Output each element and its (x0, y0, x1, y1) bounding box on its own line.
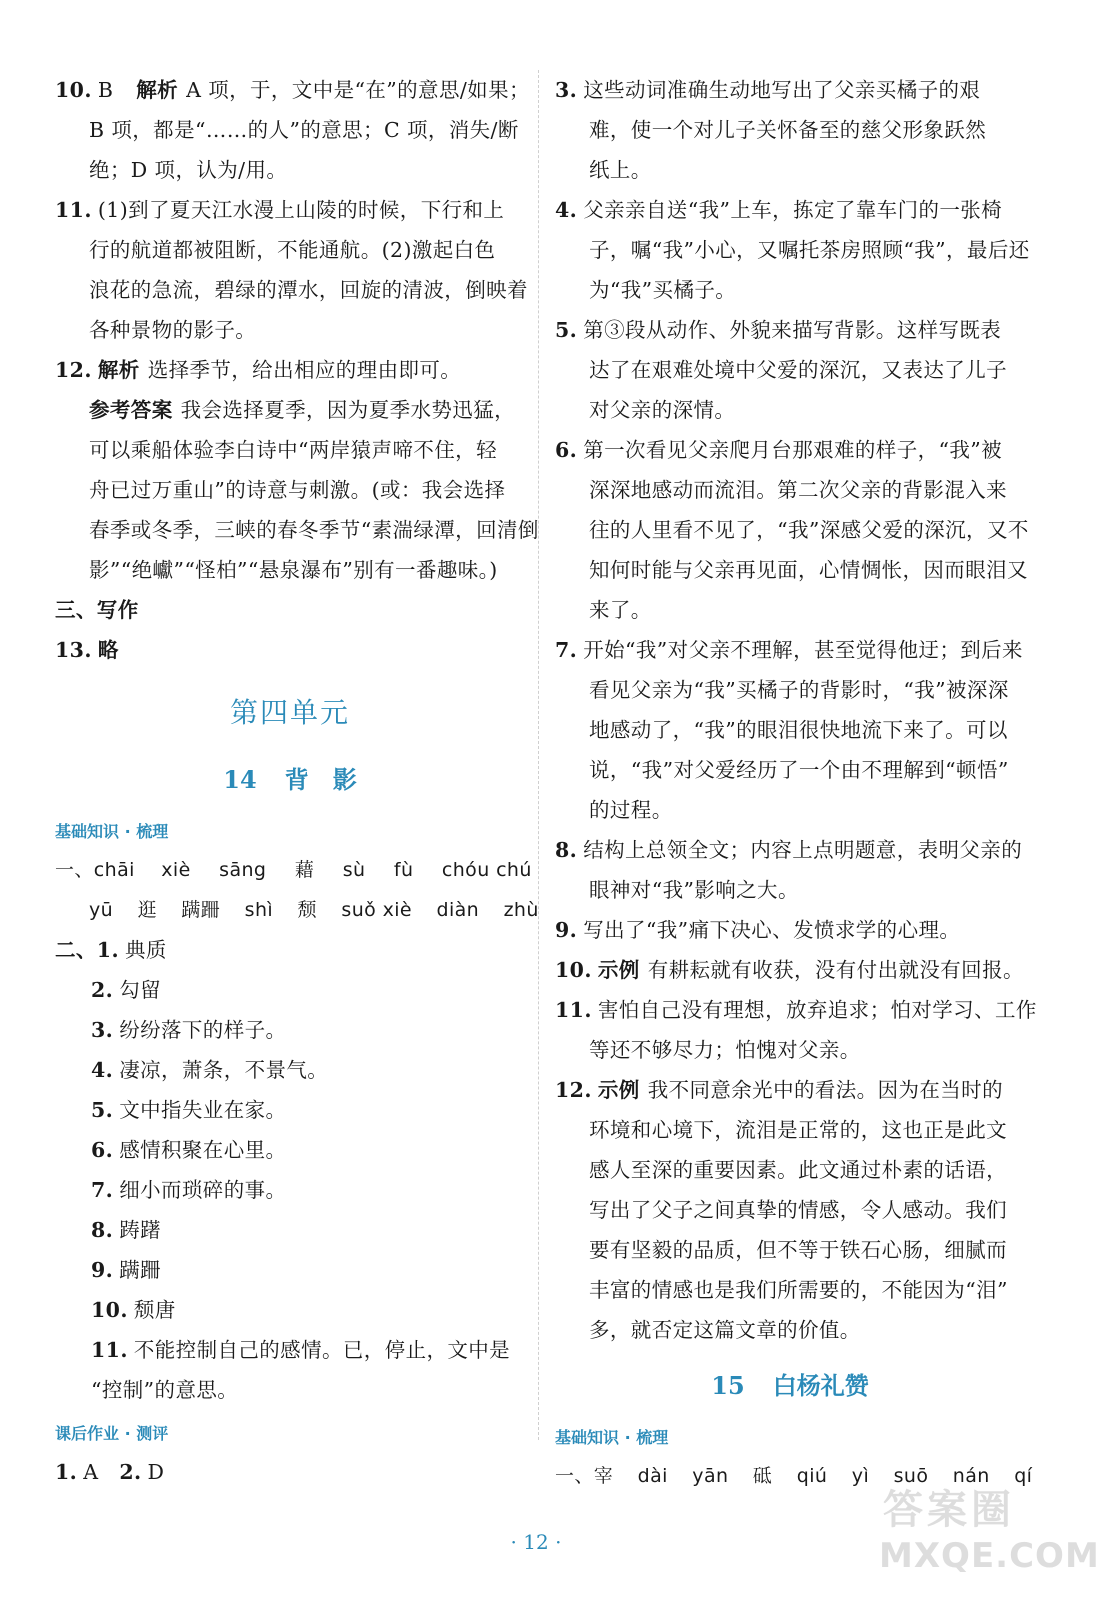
section2-item-9: 9. 蹒跚 (91, 1258, 162, 1282)
q11-line2: 行的航道都被阻断，不能通航。(2)激起白色 (89, 238, 496, 262)
right-column (555, 70, 1037, 1496)
q12-ref-line3: 舟已过万重山”的诗意与刺激。(或：我会选择 (89, 478, 506, 502)
section2-item-6: 6. 感情积聚在心里。 (91, 1138, 287, 1162)
section2-item-10: 10. 颓唐 (91, 1298, 176, 1322)
r-item-3-line1: 3. 这些动词准确生动地写出了父亲买橘子的艰 (555, 78, 981, 102)
r-item-11-line1: 11. 害怕自己没有理想，放弃追求；怕对学习、工作 (555, 998, 1037, 1022)
q11-line1: 11. (1)到了夏天江水漫上山陵的时候，下行和上 (55, 198, 505, 222)
r-item-12-line2: 环境和心境下，流泪是正常的，这也正是此文 (589, 1118, 1007, 1142)
r-item-3-line3: 纸上。 (589, 158, 652, 182)
basic-knowledge-tag-2: 基础知识 · 梳理 (555, 1428, 669, 1447)
left-column (55, 70, 539, 1492)
r-item-7-line5: 的过程。 (589, 798, 673, 822)
basic-knowledge-tag: 基础知识 · 梳理 (55, 822, 169, 841)
r-item-8-line1: 8. 结构上总领全文；内容上点明题意，表明父亲的 (555, 838, 1023, 862)
r-item-7-line1: 7. 开始“我”对父亲不理解，甚至觉得他迂；到后来 (555, 638, 1023, 662)
q13-line: 13. 略 (55, 638, 119, 662)
r-item-5-line1: 5. 第③段从动作、外貌来描写背影。这样写既表 (555, 318, 1002, 342)
r-item-12-line7: 多，就否定这篇文章的价值。 (589, 1318, 861, 1342)
section2-item-7: 7. 细小而琐碎的事。 (91, 1178, 287, 1202)
r-item-10-line1: 10. 示例 有耕耘就有收获，没有付出就没有回报。 (555, 958, 1024, 982)
section2-item-11: 11. 不能控制自己的感情。已，停止，文中是 (91, 1338, 511, 1362)
watermark-logo: 答案圈 MXQE.COM (879, 1487, 1100, 1576)
r-item-9-line1: 9. 写出了“我”痛下决心、发愤求学的心理。 (555, 918, 961, 942)
r-item-4-line3: 为“我”买橘子。 (589, 278, 737, 302)
r-item-12-line5: 要有坚毅的品质，但不等于铁石心肠，细腻而 (589, 1238, 1007, 1262)
q12-ref-line4: 春季或冬季，三峡的春冬季节“素湍绿潭，回清倒 (89, 518, 539, 542)
r-item-7-line4: 说，“我”对父爱经历了一个由不理解到“顿悟” (589, 758, 1009, 782)
pinyin-row-3: 一、宰 dài yān 砥 qiú yì suō nán qí (555, 1465, 1033, 1487)
analysis-label: 解析 (136, 78, 179, 102)
r-item-12-line4: 写出了父子之间真挚的情感，令人感动。我们 (589, 1198, 1007, 1222)
r-item-11-line2: 等还不够尽力；怕愧对父亲。 (589, 1038, 861, 1062)
r-item-6-line2: 深深地感动而流泪。第二次父亲的背影混入来 (589, 478, 1007, 502)
r-item-12-line1: 12. 示例 我不同意余光中的看法。因为在当时的 (555, 1078, 1003, 1102)
q12-ref-line2: 可以乘船体验李白诗中“两岸猿声啼不住，轻 (89, 438, 497, 462)
page-number: · 12 · (510, 1530, 562, 1554)
q12-line1: 12. 解析 选择季节，给出相应的理由即可。 (55, 358, 462, 382)
section2-item-5: 5. 文中指失业在家。 (91, 1098, 287, 1122)
r-item-5-line3: 对父亲的深情。 (589, 398, 736, 422)
reference-answer-label: 参考答案 (89, 398, 173, 422)
r-item-8-line2: 眼神对“我”影响之大。 (589, 878, 799, 902)
pinyin-row-1: 一、chāi xiè sāng 藉 sù fù chóu chú (55, 859, 532, 881)
section-writing-heading: 三、写作 (55, 598, 139, 622)
r-item-4-line2: 子，嘱“我”小心，又嘱托茶房照顾“我”，最后还 (589, 238, 1030, 262)
r-item-6-line4: 知何时能与父亲再见面，心情惆怅，因而眼泪又 (589, 558, 1028, 582)
r-item-3-line2: 难，使一个对儿子关怀备至的慈父形象跃然 (589, 118, 987, 142)
r-item-7-line2: 看见父亲为“我”买橘子的背影时，“我”被深深 (589, 678, 1009, 702)
r-item-6-line3: 往的人里看不见了，“我”深感父爱的深沉，又不 (589, 518, 1029, 542)
q10-line2: B 项，都是“……的人”的意思；C 项，消失/断 (89, 118, 519, 142)
pinyin-row-2: yū 逛 蹒跚 shì 颓 suǒ xiè diàn zhù (89, 899, 539, 921)
r-item-6-line1: 6. 第一次看见父亲爬月台那艰难的样子，“我”被 (555, 438, 1003, 462)
section2-item-2: 2. 勾留 (91, 978, 162, 1002)
q12-ref-line5: 影”“绝巘”“怪柏”“悬泉瀑布”别有一番趣味。) (89, 558, 498, 582)
q11-line4: 各种景物的影子。 (89, 318, 257, 342)
r-item-12-line3: 感人至深的重要因素。此文通过朴素的话语， (589, 1158, 1007, 1182)
r-item-4-line1: 4. 父亲亲自送“我”上车，拣定了靠车门的一张椅 (555, 198, 1003, 222)
q10-line3: 绝；D 项，认为/用。 (89, 158, 288, 182)
section2-item-4: 4. 凄凉，萧条，不景气。 (91, 1058, 329, 1082)
section2-item-1: 二、1. 典质 (55, 938, 167, 962)
section2-item-8: 8. 踌躇 (91, 1218, 162, 1242)
q12-ref-line1: 参考答案 我会选择夏季，因为夏季水势迅猛， (89, 398, 516, 422)
q11-line3: 浪花的急流，碧绿的潭水，回旋的清波，倒映着 (89, 278, 528, 302)
section2-item-3: 3. 纷纷落下的样子。 (91, 1018, 287, 1042)
lesson-15-title: 15 白杨礼赞 (711, 1371, 869, 1400)
r-item-6-line5: 来了。 (589, 598, 652, 622)
r-item-7-line3: 地感动了，“我”的眼泪很快地流下来了。可以 (589, 718, 1008, 742)
r-item-5-line2: 达了在艰难处境中父爱的深沉，又表达了儿子 (589, 358, 1007, 382)
column-divider (538, 70, 539, 1440)
homework-tag: 课后作业 · 测评 (55, 1424, 169, 1443)
section2-item-11-cont: “控制”的意思。 (91, 1378, 239, 1402)
q10-line1: 10. B 解析 A 项，于，文中是“在”的意思/如果； (55, 78, 530, 102)
unit-title: 第四单元 (229, 696, 350, 729)
r-item-12-line6: 丰富的情感也是我们所需要的，不能因为“泪” (589, 1278, 1008, 1302)
lesson-14-title: 14 背 影 (223, 765, 357, 794)
final-answers: 1. A 2. D (55, 1460, 165, 1484)
